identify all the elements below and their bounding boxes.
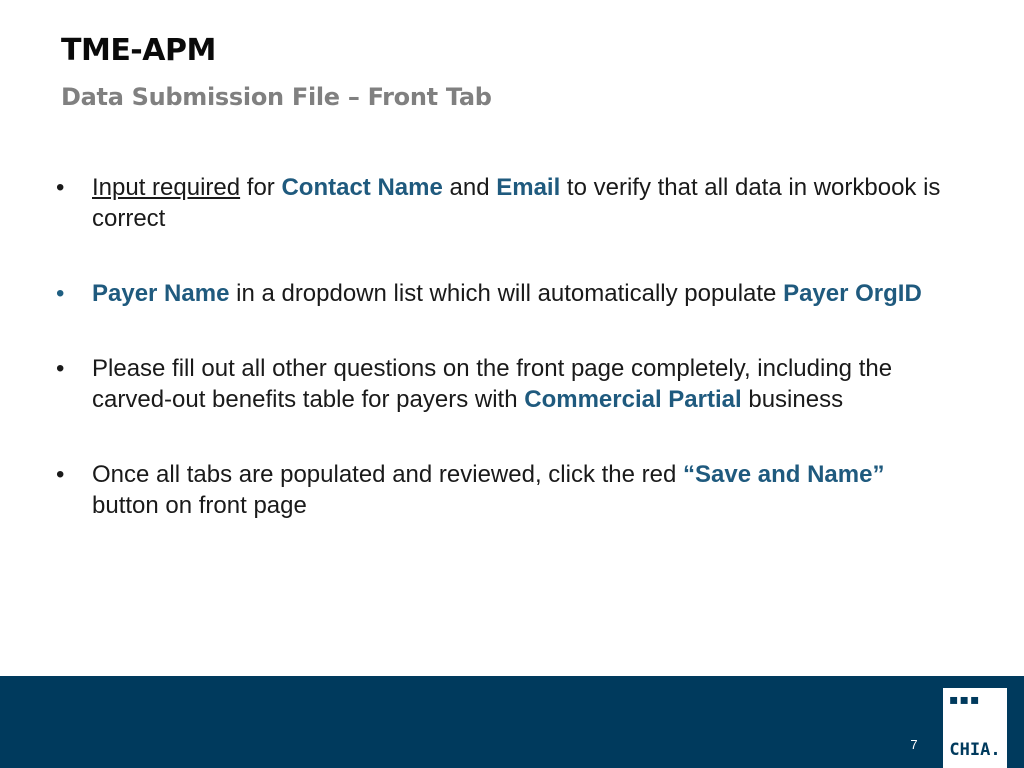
- page-number: 7: [910, 737, 918, 752]
- bullet-marker: •: [56, 174, 65, 201]
- bullet-text: in a dropdown list which will automatically populate: [229, 280, 784, 307]
- bullet-text: business: [741, 386, 844, 413]
- bullet-emphasis: Payer Name: [92, 280, 230, 307]
- bullet-item-contact: [56, 172, 956, 234]
- bullet-text: and: [442, 174, 497, 201]
- bullet-item-save: [56, 459, 956, 521]
- bullet-emphasis: “Save and Name”: [683, 461, 885, 488]
- bullet-emphasis: Email: [496, 174, 561, 201]
- bullet-list: [56, 172, 956, 521]
- bullet-item-payer: [56, 278, 956, 309]
- bullet-emphasis: Commercial Partial: [524, 386, 742, 413]
- logo-text: CHIA.: [949, 740, 1001, 760]
- bullet-text: Input required: [92, 174, 241, 201]
- bullet-text: to verify that all data in workbook is correct: [92, 174, 941, 232]
- bullet-text: button on front page: [92, 492, 307, 519]
- slide-subtitle: Data Submission File – Front Tab: [61, 83, 492, 111]
- bullet-marker: •: [56, 355, 65, 382]
- bullet-marker: •: [56, 461, 65, 488]
- bullet-item-questions: [56, 353, 956, 415]
- bullet-text: Once all tabs are populated and reviewed, click the red: [92, 461, 684, 488]
- logo-mark-icon: ▪▪▪: [949, 692, 981, 708]
- bullet-marker: •: [56, 280, 65, 307]
- bullet-text: for: [240, 174, 282, 201]
- chia-logo: [943, 688, 1007, 768]
- bullet-emphasis: Payer OrgID: [783, 280, 922, 307]
- bullet-text: Please fill out all other questions on the front page completely, including the carved-out benefits table for payers with: [92, 355, 893, 413]
- bullet-emphasis: Contact Name: [281, 174, 443, 201]
- footer-bar: [0, 676, 1024, 768]
- slide-title: TME-APM: [61, 33, 216, 68]
